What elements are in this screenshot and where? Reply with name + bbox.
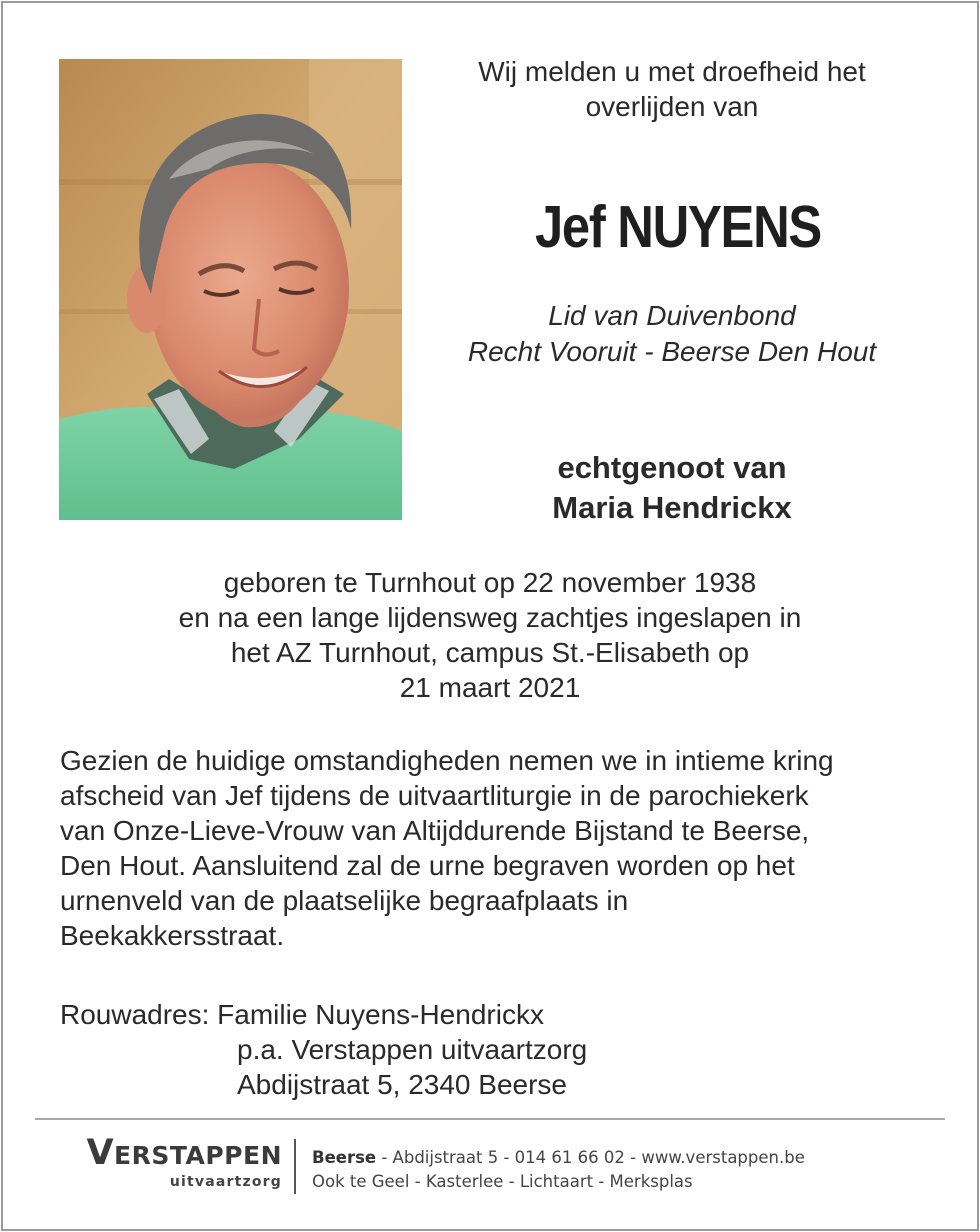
- footer-contact-details: - Abdijstraat 5 - 014 61 66 02 - www.verstappen.be: [376, 1148, 805, 1167]
- address-line: Abdijstraat 5, 2340 Beerse: [237, 1069, 567, 1100]
- intro-line: overlijden van: [585, 91, 759, 122]
- birth-line: en na een lange lijdensweg zachtjes ingeslapen in: [178, 602, 802, 633]
- birth-line: 21 maart 2021: [399, 672, 581, 703]
- ceremony-line: van Onze-Lieve-Vrouw van Altijddurende Bijstand te Beerse,: [60, 815, 810, 846]
- affiliation: [420, 298, 924, 370]
- birth-line: het AZ Turnhout, campus St.-Elisabeth op: [230, 637, 750, 668]
- address-line: p.a. Verstappen uitvaartzorg: [237, 1034, 588, 1065]
- deceased-name: Jef NUYENS: [534, 194, 821, 260]
- birth-and-death-details: [60, 565, 920, 705]
- intro-line: Wij melden u met droefheid het: [478, 56, 866, 87]
- footer-contact: [312, 1146, 932, 1194]
- footer-branches: Ook te Geel - Kasterlee - Lichtaart - Merksplas: [312, 1172, 693, 1191]
- mourning-address: [60, 997, 940, 1102]
- footer-separator: [294, 1139, 296, 1194]
- ceremony-paragraph: [60, 743, 940, 953]
- announcement-intro: [420, 54, 924, 124]
- affiliation-line: Lid van Duivenbond: [548, 300, 796, 331]
- address-line: Rouwadres: Familie Nuyens-Hendrickx: [60, 999, 544, 1030]
- footer-divider: [35, 1118, 945, 1120]
- birth-line: geboren te Turnhout op 22 november 1938: [223, 567, 757, 598]
- logo-wordmark: ERSTAPPEN: [114, 1141, 282, 1170]
- ceremony-line: urnenveld van de plaatselijke begraafplaats in: [60, 885, 629, 916]
- verstappen-logo: [68, 1133, 282, 1191]
- logo-subtitle: uitvaartzorg: [169, 1174, 282, 1190]
- portrait-photo: [59, 59, 402, 520]
- spouse-relation: echtgenoot van: [557, 450, 787, 485]
- ceremony-line: Den Hout. Aansluitend zal de urne begraven worden op het: [60, 850, 795, 881]
- affiliation-line: Recht Vooruit - Beerse Den Hout: [467, 336, 877, 367]
- logo-initial: V: [86, 1133, 115, 1173]
- ceremony-line: Beekakkersstraat.: [60, 920, 285, 951]
- spouse-block: [420, 448, 924, 528]
- spouse-name: Maria Hendrickx: [552, 490, 792, 525]
- ceremony-line: Gezien de huidige omstandigheden nemen we in intieme kring: [60, 745, 834, 776]
- footer-city: Beerse: [312, 1148, 377, 1167]
- ceremony-line: afscheid van Jef tijdens de uitvaartliturgie in de parochiekerk: [60, 780, 809, 811]
